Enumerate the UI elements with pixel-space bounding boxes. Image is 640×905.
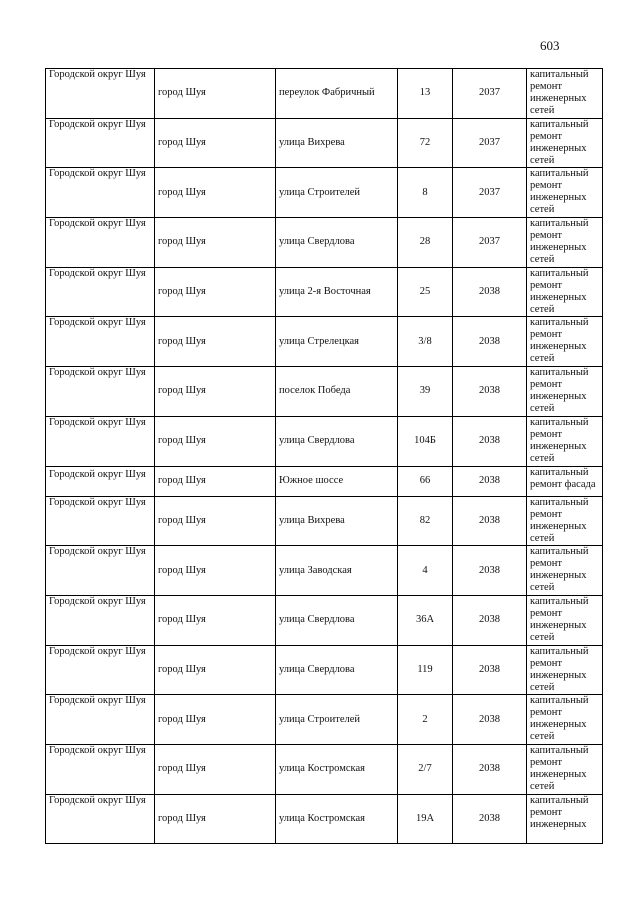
district-cell: Городской округ Шуя [46,69,155,119]
street-cell: улица Свердлова [276,218,398,268]
table-row [46,416,603,466]
street-cell: улица Вихрева [276,496,398,546]
year-cell: 2038 [453,595,527,645]
house-number-cell: 104Б [398,416,453,466]
city-cell: город Шуя [155,695,276,745]
work-type-cell: капитальный ремонт инженерных сетей [527,595,603,645]
table-row [46,168,603,218]
table-row [46,645,603,695]
table-row [46,218,603,268]
table-row [46,794,603,844]
year-cell: 2038 [453,744,527,794]
year-cell: 2038 [453,466,527,496]
street-cell: улица Костромская [276,744,398,794]
year-cell: 2037 [453,218,527,268]
city-cell: город Шуя [155,118,276,168]
table-row [46,367,603,417]
street-cell: улица Строителей [276,695,398,745]
year-cell: 2038 [453,317,527,367]
city-cell: город Шуя [155,546,276,596]
street-cell: улица 2-я Восточная [276,267,398,317]
work-type-cell: капитальный ремонт инженерных сетей [527,496,603,546]
city-cell: город Шуя [155,168,276,218]
house-number-cell: 13 [398,69,453,119]
table-row [46,496,603,546]
work-type-cell: капитальный ремонт инженерных сетей [527,695,603,745]
district-cell: Городской округ Шуя [46,744,155,794]
year-cell: 2038 [453,794,527,844]
work-type-cell: капитальный ремонт инженерных сетей [527,645,603,695]
work-type-cell: капитальный ремонт инженерных сетей [527,267,603,317]
district-cell: Городской округ Шуя [46,218,155,268]
street-cell: улица Вихрева [276,118,398,168]
work-type-cell: капитальный ремонт инженерных сетей [527,69,603,119]
year-cell: 2038 [453,367,527,417]
table-row [46,744,603,794]
table-row [46,118,603,168]
table-row [46,595,603,645]
district-cell: Городской округ Шуя [46,794,155,844]
work-type-cell: капитальный ремонт инженерных сетей [527,367,603,417]
work-type-cell: капитальный ремонт инженерных сетей [527,218,603,268]
house-number-cell: 2 [398,695,453,745]
city-cell: город Шуя [155,69,276,119]
house-number-cell: 8 [398,168,453,218]
district-cell: Городской округ Шуя [46,645,155,695]
house-number-cell: 25 [398,267,453,317]
table-row [46,69,603,119]
house-number-cell: 66 [398,466,453,496]
work-type-cell: капитальный ремонт инженерных сетей [527,744,603,794]
district-cell: Городской округ Шуя [46,168,155,218]
house-number-cell: 3/8 [398,317,453,367]
street-cell: улица Заводская [276,546,398,596]
house-number-cell: 19А [398,794,453,844]
district-cell: Городской округ Шуя [46,416,155,466]
year-cell: 2038 [453,546,527,596]
year-cell: 2037 [453,69,527,119]
district-cell: Городской округ Шуя [46,466,155,496]
house-number-cell: 4 [398,546,453,596]
house-number-cell: 119 [398,645,453,695]
street-cell: переулок Фабричный [276,69,398,119]
district-cell: Городской округ Шуя [46,546,155,596]
year-cell: 2038 [453,496,527,546]
year-cell: 2038 [453,267,527,317]
year-cell: 2038 [453,695,527,745]
district-cell: Городской округ Шуя [46,496,155,546]
year-cell: 2037 [453,118,527,168]
street-cell: улица Строителей [276,168,398,218]
registry-table [45,68,603,844]
registry-table-body [46,69,603,844]
table-row [46,267,603,317]
table-row [46,546,603,596]
street-cell: Южное шоссе [276,466,398,496]
house-number-cell: 28 [398,218,453,268]
district-cell: Городской округ Шуя [46,367,155,417]
house-number-cell: 36А [398,595,453,645]
city-cell: город Шуя [155,466,276,496]
house-number-cell: 72 [398,118,453,168]
work-type-cell: капитальный ремонт инженерных сетей [527,416,603,466]
year-cell: 2038 [453,645,527,695]
district-cell: Городской округ Шуя [46,317,155,367]
city-cell: город Шуя [155,744,276,794]
city-cell: город Шуя [155,794,276,844]
city-cell: город Шуя [155,267,276,317]
work-type-cell: капитальный ремонт инженерных сетей [527,317,603,367]
work-type-cell: капитальный ремонт инженерных сетей [527,118,603,168]
district-cell: Городской округ Шуя [46,118,155,168]
district-cell: Городской округ Шуя [46,595,155,645]
street-cell: улица Свердлова [276,595,398,645]
city-cell: город Шуя [155,645,276,695]
year-cell: 2037 [453,168,527,218]
street-cell: улица Свердлова [276,645,398,695]
street-cell: улица Свердлова [276,416,398,466]
street-cell: поселок Победа [276,367,398,417]
table-row [46,466,603,496]
work-type-cell: капитальный ремонт фасада [527,466,603,496]
work-type-cell: капитальный ремонт инженерных [527,794,603,844]
work-type-cell: капитальный ремонт инженерных сетей [527,168,603,218]
house-number-cell: 82 [398,496,453,546]
house-number-cell: 2/7 [398,744,453,794]
district-cell: Городской округ Шуя [46,695,155,745]
table-row [46,317,603,367]
street-cell: улица Костромская [276,794,398,844]
city-cell: город Шуя [155,367,276,417]
work-type-cell: капитальный ремонт инженерных сетей [527,546,603,596]
street-cell: улица Стрелецкая [276,317,398,367]
city-cell: город Шуя [155,218,276,268]
city-cell: город Шуя [155,416,276,466]
house-number-cell: 39 [398,367,453,417]
city-cell: город Шуя [155,496,276,546]
city-cell: город Шуя [155,595,276,645]
city-cell: город Шуя [155,317,276,367]
page-number: 603 [540,38,560,53]
district-cell: Городской округ Шуя [46,267,155,317]
table-row [46,695,603,745]
year-cell: 2038 [453,416,527,466]
